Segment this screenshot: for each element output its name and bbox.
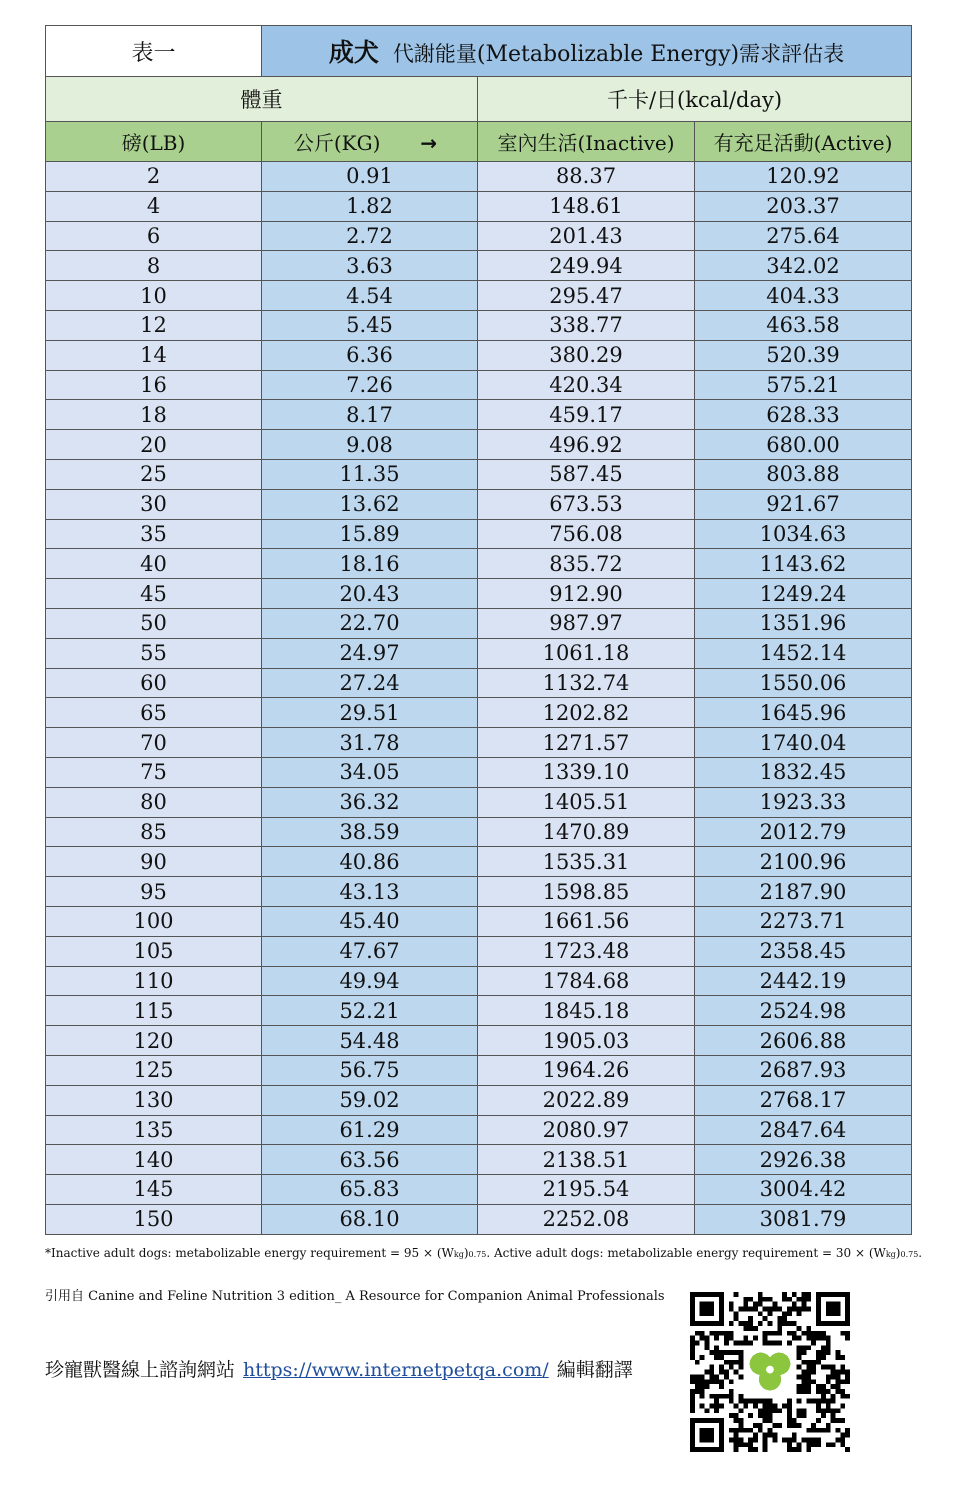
cell-lb: 75 [46, 757, 262, 787]
cell-lb: 110 [46, 966, 262, 996]
column-header-kg [262, 122, 478, 162]
cell-lb: 130 [46, 1085, 262, 1115]
cell-inactive: 295.47 [478, 281, 695, 311]
table-row [46, 191, 912, 221]
cell-inactive: 1339.10 [478, 757, 695, 787]
cell-inactive: 1405.51 [478, 787, 695, 817]
cell-lb: 105 [46, 936, 262, 966]
table-row [46, 221, 912, 251]
cell-kg: 56.75 [262, 1055, 478, 1085]
table-row [46, 698, 912, 728]
column-header-row [46, 122, 912, 162]
cell-kg: 34.05 [262, 757, 478, 787]
table-row [46, 728, 912, 758]
cell-lb: 12 [46, 310, 262, 340]
cell-lb: 30 [46, 489, 262, 519]
table-row [46, 966, 912, 996]
credit-site-name: 珍寵獸醫線上諮詢網站 [45, 1359, 236, 1381]
table-row [46, 1204, 912, 1234]
cell-inactive: 1535.31 [478, 847, 695, 877]
table-row [46, 1026, 912, 1056]
arrow-right-icon: → [420, 131, 438, 155]
cell-active: 628.33 [695, 400, 912, 430]
table-label: 表一 [46, 26, 262, 77]
cell-kg: 61.29 [262, 1115, 478, 1145]
cell-kg: 20.43 [262, 579, 478, 609]
cell-active: 203.37 [695, 191, 912, 221]
cell-kg: 15.89 [262, 519, 478, 549]
cell-inactive: 1784.68 [478, 966, 695, 996]
cell-inactive: 1132.74 [478, 668, 695, 698]
cell-inactive: 1723.48 [478, 936, 695, 966]
cell-kg: 11.35 [262, 459, 478, 489]
cell-inactive: 756.08 [478, 519, 695, 549]
cell-active: 680.00 [695, 430, 912, 460]
cell-lb: 95 [46, 877, 262, 907]
cell-lb: 8 [46, 251, 262, 281]
cell-lb: 60 [46, 668, 262, 698]
cell-inactive: 148.61 [478, 191, 695, 221]
cell-inactive: 380.29 [478, 340, 695, 370]
cell-kg: 22.70 [262, 608, 478, 638]
cell-lb: 55 [46, 638, 262, 668]
cell-lb: 80 [46, 787, 262, 817]
cell-active: 2524.98 [695, 996, 912, 1026]
website-link[interactable]: https://www.internetpetqa.com/ [243, 1359, 549, 1381]
table-row [46, 340, 912, 370]
cell-lb: 35 [46, 519, 262, 549]
cell-kg: 18.16 [262, 549, 478, 579]
table-row [46, 519, 912, 549]
cell-active: 2442.19 [695, 966, 912, 996]
group-header-body-weight: 體重 [46, 77, 478, 122]
cell-kg: 0.91 [262, 162, 478, 192]
table-row [46, 400, 912, 430]
cell-kg: 4.54 [262, 281, 478, 311]
cell-kg: 3.63 [262, 251, 478, 281]
table-row [46, 549, 912, 579]
cell-kg: 68.10 [262, 1204, 478, 1234]
cell-inactive: 420.34 [478, 370, 695, 400]
qr-code-icon[interactable] [690, 1292, 850, 1452]
cell-active: 3081.79 [695, 1204, 912, 1234]
cell-active: 2100.96 [695, 847, 912, 877]
cell-kg: 7.26 [262, 370, 478, 400]
group-header-energy: 千卡/日(kcal/day) [478, 77, 912, 122]
cell-active: 520.39 [695, 340, 912, 370]
table-row [46, 877, 912, 907]
table-row [46, 310, 912, 340]
cell-lb: 90 [46, 847, 262, 877]
cell-inactive: 459.17 [478, 400, 695, 430]
title-bold: 成犬 [328, 38, 379, 67]
table-row [46, 787, 912, 817]
cell-inactive: 1271.57 [478, 728, 695, 758]
cell-active: 2926.38 [695, 1145, 912, 1175]
table-row [46, 579, 912, 609]
title-prefix: 代謝能量 [392, 42, 477, 66]
cell-kg: 5.45 [262, 310, 478, 340]
cell-active: 1143.62 [695, 549, 912, 579]
table-row [46, 996, 912, 1026]
cell-inactive: 249.94 [478, 251, 695, 281]
cell-active: 2187.90 [695, 877, 912, 907]
footnote-part4: ) [895, 1246, 901, 1260]
cell-lb: 145 [46, 1175, 262, 1205]
cell-inactive: 1470.89 [478, 817, 695, 847]
column-header-lb: 磅(LB) [46, 122, 262, 162]
cell-active: 120.92 [695, 162, 912, 192]
cell-inactive: 2252.08 [478, 1204, 695, 1234]
table-row [46, 489, 912, 519]
cell-inactive: 2022.89 [478, 1085, 695, 1115]
cell-inactive: 2080.97 [478, 1115, 695, 1145]
cell-lb: 120 [46, 1026, 262, 1056]
footnote-exp2: 0.75 [900, 1250, 919, 1259]
table-row [46, 1055, 912, 1085]
cell-kg: 1.82 [262, 191, 478, 221]
cell-lb: 25 [46, 459, 262, 489]
cell-lb: 150 [46, 1204, 262, 1234]
cell-active: 1645.96 [695, 698, 912, 728]
cell-inactive: 1202.82 [478, 698, 695, 728]
cell-kg: 29.51 [262, 698, 478, 728]
table-row [46, 847, 912, 877]
table-row [46, 430, 912, 460]
cell-active: 1351.96 [695, 608, 912, 638]
energy-table-sheet [45, 25, 911, 1235]
table-row [46, 370, 912, 400]
energy-requirement-table [45, 25, 912, 1235]
footnote-sub2: kg [885, 1250, 896, 1259]
cell-kg: 38.59 [262, 817, 478, 847]
cell-active: 1249.24 [695, 579, 912, 609]
cell-inactive: 1845.18 [478, 996, 695, 1026]
cell-active: 2012.79 [695, 817, 912, 847]
table-row [46, 1115, 912, 1145]
cell-inactive: 338.77 [478, 310, 695, 340]
cell-active: 921.67 [695, 489, 912, 519]
footnote-sub1: kg [453, 1250, 464, 1259]
cell-kg: 27.24 [262, 668, 478, 698]
cell-inactive: 1598.85 [478, 877, 695, 907]
cell-active: 2768.17 [695, 1085, 912, 1115]
cell-inactive: 2195.54 [478, 1175, 695, 1205]
table-row [46, 1175, 912, 1205]
cell-active: 1452.14 [695, 638, 912, 668]
cell-lb: 140 [46, 1145, 262, 1175]
footnote-part2: ) [463, 1246, 469, 1260]
table-row [46, 1145, 912, 1175]
cell-active: 2273.71 [695, 906, 912, 936]
cell-lb: 135 [46, 1115, 262, 1145]
cell-active: 3004.42 [695, 1175, 912, 1205]
cell-kg: 43.13 [262, 877, 478, 907]
cell-lb: 6 [46, 221, 262, 251]
table-row [46, 638, 912, 668]
cell-inactive: 987.97 [478, 608, 695, 638]
title-rest: (Metabolizable Energy) [476, 42, 740, 67]
cell-active: 1550.06 [695, 668, 912, 698]
cell-lb: 20 [46, 430, 262, 460]
footnote-exp1: 0.75 [468, 1250, 487, 1259]
cell-lb: 115 [46, 996, 262, 1026]
table-row [46, 936, 912, 966]
cell-active: 275.64 [695, 221, 912, 251]
cell-active: 404.33 [695, 281, 912, 311]
cell-inactive: 88.37 [478, 162, 695, 192]
cell-active: 2606.88 [695, 1026, 912, 1056]
cell-lb: 14 [46, 340, 262, 370]
cell-kg: 63.56 [262, 1145, 478, 1175]
cell-active: 1832.45 [695, 757, 912, 787]
cell-kg: 59.02 [262, 1085, 478, 1115]
cell-kg: 31.78 [262, 728, 478, 758]
cell-kg: 65.83 [262, 1175, 478, 1205]
cell-lb: 18 [46, 400, 262, 430]
cell-active: 1034.63 [695, 519, 912, 549]
cell-inactive: 1661.56 [478, 906, 695, 936]
cell-kg: 13.62 [262, 489, 478, 519]
table-row [46, 817, 912, 847]
cell-lb: 70 [46, 728, 262, 758]
column-header-inactive: 室內生活(Inactive) [478, 122, 695, 162]
footnote-part1: *Inactive adult dogs: metabolizable energy requirement = 95 × (W [45, 1246, 454, 1260]
cell-inactive: 201.43 [478, 221, 695, 251]
column-header-kg-label: 公斤(KG) [293, 131, 381, 155]
cell-kg: 36.32 [262, 787, 478, 817]
footnote-part3: . Active adult dogs: metabolizable energy requirement = 30 × (W [486, 1246, 886, 1260]
table-row [46, 251, 912, 281]
citation: 引用自 Canine and Feline Nutrition 3 edition_ A Resource for Companion Animal Professionals [45, 1289, 665, 1304]
column-header-active: 有充足活動(Active) [695, 122, 912, 162]
table-row [46, 459, 912, 489]
credit-line [45, 1355, 633, 1382]
cell-lb: 65 [46, 698, 262, 728]
cell-lb: 40 [46, 549, 262, 579]
cell-lb: 125 [46, 1055, 262, 1085]
cell-lb: 16 [46, 370, 262, 400]
footnote-part5: . [918, 1246, 923, 1260]
table-row [46, 1085, 912, 1115]
formula-footnote [45, 1246, 925, 1260]
cell-inactive: 2138.51 [478, 1145, 695, 1175]
cell-lb: 4 [46, 191, 262, 221]
cell-kg: 2.72 [262, 221, 478, 251]
cell-inactive: 673.53 [478, 489, 695, 519]
table-row [46, 906, 912, 936]
cell-kg: 24.97 [262, 638, 478, 668]
cell-active: 463.58 [695, 310, 912, 340]
cell-inactive: 835.72 [478, 549, 695, 579]
cell-lb: 2 [46, 162, 262, 192]
group-header-row [46, 77, 912, 122]
cell-lb: 100 [46, 906, 262, 936]
cell-kg: 6.36 [262, 340, 478, 370]
cell-active: 2358.45 [695, 936, 912, 966]
cell-lb: 50 [46, 608, 262, 638]
table-row [46, 281, 912, 311]
cell-kg: 40.86 [262, 847, 478, 877]
table-row [46, 668, 912, 698]
cell-inactive: 496.92 [478, 430, 695, 460]
cell-lb: 10 [46, 281, 262, 311]
cell-kg: 54.48 [262, 1026, 478, 1056]
cell-inactive: 587.45 [478, 459, 695, 489]
table-row [46, 757, 912, 787]
cell-kg: 8.17 [262, 400, 478, 430]
cell-active: 1740.04 [695, 728, 912, 758]
cell-active: 2847.64 [695, 1115, 912, 1145]
cell-inactive: 912.90 [478, 579, 695, 609]
cell-lb: 45 [46, 579, 262, 609]
cell-kg: 47.67 [262, 936, 478, 966]
credit-suffix: 編輯翻譯 [556, 1359, 633, 1381]
cell-active: 1923.33 [695, 787, 912, 817]
cell-kg: 9.08 [262, 430, 478, 460]
table-row [46, 162, 912, 192]
cell-kg: 45.40 [262, 906, 478, 936]
title-row [46, 26, 912, 77]
cell-kg: 49.94 [262, 966, 478, 996]
cell-inactive: 1061.18 [478, 638, 695, 668]
cell-lb: 85 [46, 817, 262, 847]
cell-inactive: 1964.26 [478, 1055, 695, 1085]
cell-active: 2687.93 [695, 1055, 912, 1085]
title-suffix: 需求評估表 [739, 42, 845, 66]
cell-active: 575.21 [695, 370, 912, 400]
table-title [262, 26, 912, 77]
cell-kg: 52.21 [262, 996, 478, 1026]
cell-active: 342.02 [695, 251, 912, 281]
cell-active: 803.88 [695, 459, 912, 489]
table-row [46, 608, 912, 638]
cell-inactive: 1905.03 [478, 1026, 695, 1056]
